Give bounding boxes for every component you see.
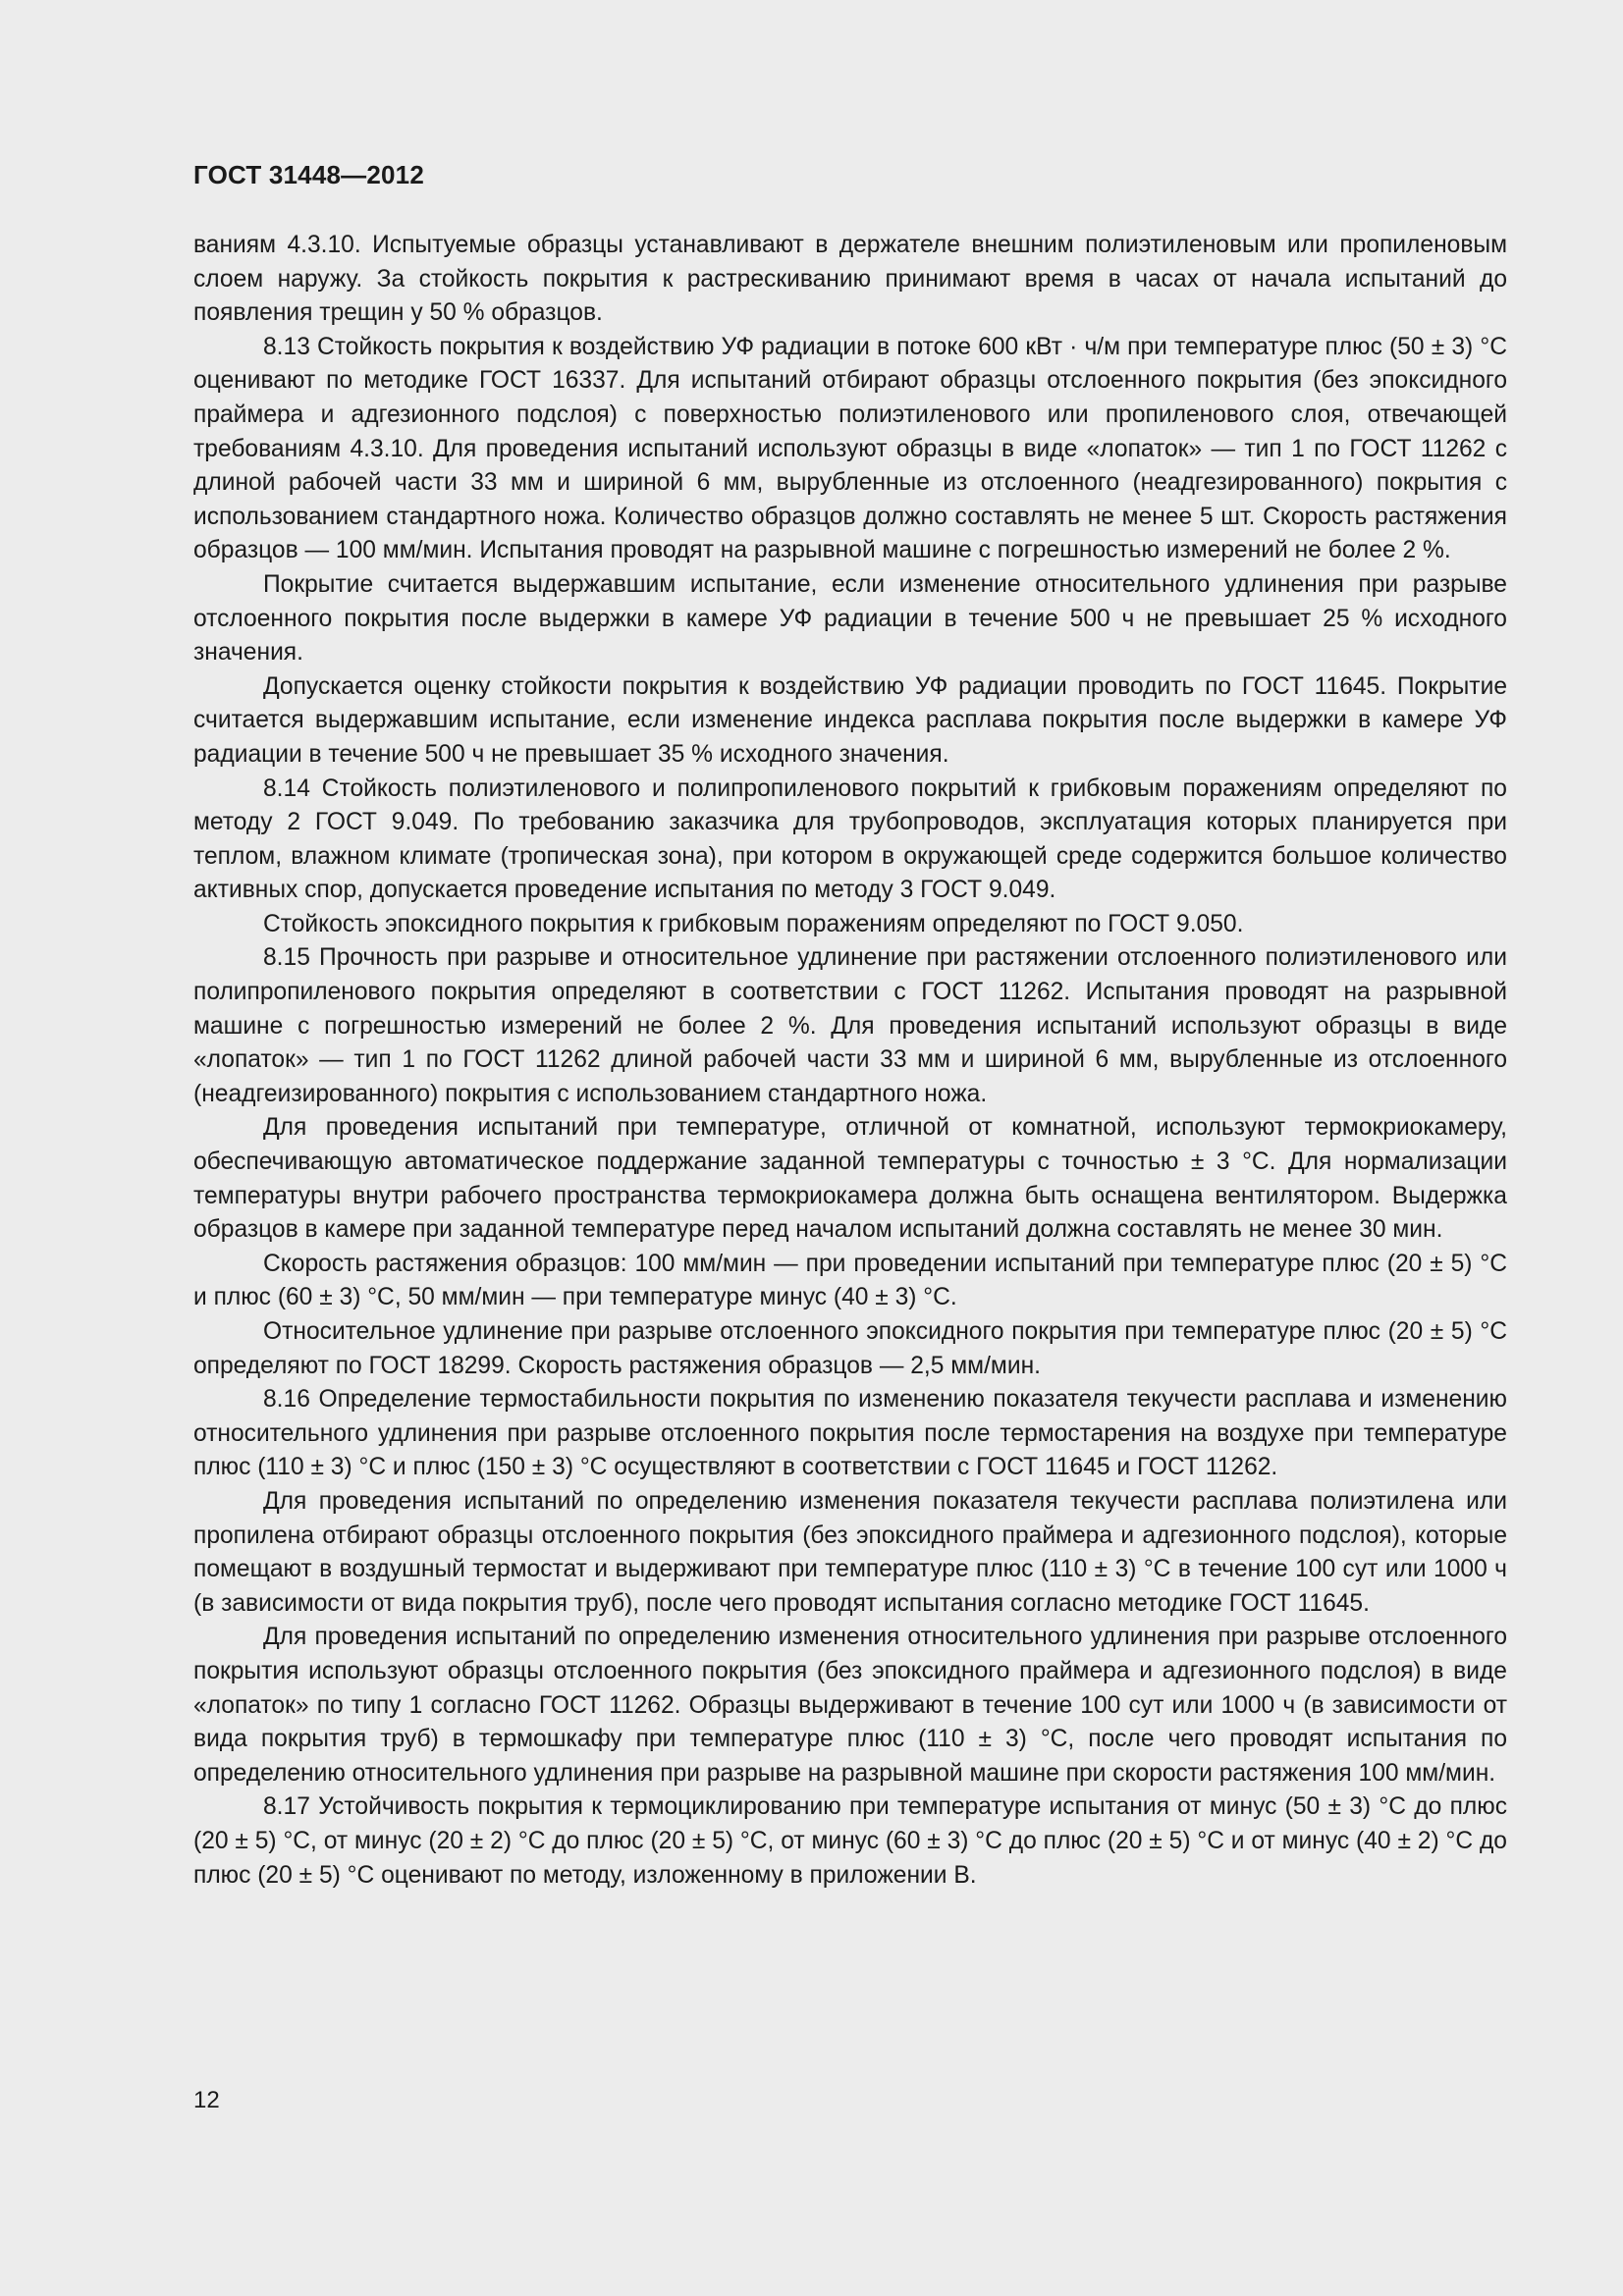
paragraph-8-17: 8.17 Устойчивость покрытия к термоциклированию при температуре испытания от минус (50 ± 3) °С до плюс (20 ± 5) °С, от минус (20 ± 2) °С до плюс (20 ± 5) °С, от минус (60 ± 3) °С до плюс (20 ± 5) °С и от минус (40 ± 2) °С до плюс (20 ± 5) °С оценивают по методу, изложенному в приложении В. — [193, 1793, 1507, 1889]
paragraph-8-13: 8.13 Стойкость покрытия к воздействию УФ радиации в потоке 600 кВт · ч/м при температуре плюс (50 ± 3) °С оценивают по методике ГОСТ 16337. Для испытаний отбирают образцы отслоенного покрытия (без эпоксидного праймера и адгезионного подслоя) с поверхностью полиэтиленового или пропиленового слоя, отвечающей требованиям 4.3.10. Для проведения испытаний используют образцы в виде «лопаток» — тип 1 по ГОСТ 11262 с длиной рабочей части 33 мм и шириной 6 мм, вырубленные из отслоенного (неадгезированного) покрытия с использованием стандартного ножа. Количество образцов должно составлять не менее 5 шт. Скорость растяжения образцов — 100 мм/мин. Испытания проводят на разрывной машине с погрешностью измерений не более 2 %. — [193, 333, 1507, 564]
paragraph-8-16: 8.16 Определение термостабильности покрытия по изменению показателя текучести расплава и изменению относительного удлинения при разрыве отслоенного покрытия после термостарения на воздухе при температуре плюс (110 ± 3) °С и плюс (150 ± 3) °С осуществляют в соответствии с ГОСТ 11645 и ГОСТ 11262. — [193, 1386, 1507, 1481]
document-header: ГОСТ 31448—2012 — [193, 160, 424, 189]
document-body — [193, 229, 1507, 1893]
paragraph-8-15-epoxy-elongation: Относительное удлинение при разрыве отслоенного эпоксидного покрытия при температуре плюс (20 ± 5) °С определяют по ГОСТ 18299. Скорость растяжения образцов — 2,5 мм/мин. — [193, 1318, 1507, 1379]
paragraph-8-14-epoxy: Стойкость эпоксидного покрытия к грибковым поражениям определяют по ГОСТ 9.050. — [263, 910, 1244, 937]
page-number: 12 — [193, 2087, 220, 2113]
paragraph-8-15: 8.15 Прочность при разрыве и относительное удлинение при растяжении отслоенного полиэтиленового или полипропиленового покрытия определяют в соответствии с ГОСТ 11262. Испытания проводят на разрывной машине с погрешностью измерений не более 2 %. Для проведения испытаний используют образцы в виде «лопаток» — тип 1 по ГОСТ 11262 длиной рабочей части 33 мм и шириной 6 мм, вырубленные из отслоенного (неадгеизированного) покрытия с использованием стандартного ножа. — [193, 944, 1507, 1107]
paragraph-8-16-melt-index: Для проведения испытаний по определению изменения показателя текучести расплава полиэтилена или пропилена отбирают образцы отслоенного покрытия (без эпоксидного праймера и адгезионного подслоя), которые помещают в воздушный термостат и выдерживают при температуре плюс (110 ± 3) °С в течение 100 сут или 1000 ч (в зависимости от вида покрытия труб), после чего проводят испытания согласно методике ГОСТ 11645. — [193, 1487, 1507, 1617]
paragraph-8-13-alternative: Допускается оценку стойкости покрытия к воздействию УФ радиации проводить по ГОСТ 11645. Покрытие считается выдержавшим испытание, если изменение индекса расплава покрытия после выдержки в камере УФ радиации в течение 500 ч не превышает 35 % исходного значения. — [193, 672, 1507, 768]
paragraph-8-13-criterion: Покрытие считается выдержавшим испытание, если изменение относительного удлинения при разрыве отслоенного покрытия после выдержки в камере УФ радиации в течение 500 ч не превышает 25 % исходного значения. — [193, 570, 1507, 667]
paragraph-continuation: ваниям 4.3.10. Испытуемые образцы устанавливают в держателе внешним полиэтиленовым или пропиленовым слоем наружу. За стойкость покрытия к растрескиванию принимают время в часах от начала испытаний до появления трещин у 50 % образцов. — [193, 232, 1507, 327]
paragraph-8-16-elongation: Для проведения испытаний по определению изменения относительного удлинения при разрыве отслоенного покрытия используют образцы отслоенного покрытия (без эпоксидного праймера и адгезионного подслоя) в виде «лопаток» по типу 1 согласно ГОСТ 11262. Образцы выдерживают в течение 100 сут или 1000 ч (в зависимости от вида покрытия труб) в термошкафу при температуре плюс (110 ± 3) °С, после чего проводят испытания по определению относительного удлинения при разрыве на разрывной машине при скорости растяжения 100 мм/мин. — [193, 1624, 1507, 1787]
paragraph-8-15-speed: Скорость растяжения образцов: 100 мм/мин — при проведении испытаний при температуре плюс (20 ± 5) °С и плюс (60 ± 3) °С, 50 мм/мин — при температуре минус (40 ± 3) °С. — [193, 1250, 1507, 1311]
paragraph-8-14: 8.14 Стойкость полиэтиленового и полипропиленового покрытий к грибковым поражениям определяют по методу 2 ГОСТ 9.049. По требованию заказчика для трубопроводов, эксплуатация которых планируется при теплом, влажном климате (тропическая зона), при котором в окружающей среде содержится большое количество активных спор, допускается проведение испытания по методу 3 ГОСТ 9.049. — [193, 774, 1507, 904]
paragraph-8-15-chamber: Для проведения испытаний при температуре, отличной от комнатной, используют термокриокамеру, обеспечивающую автоматическое поддержание заданной температуры с точностью ± 3 °С. Для нормализации температуры внутри рабочего пространства термокриокамера должна быть оснащена вентилятором. Выдержка образцов в камере при заданной температуре перед началом испытаний должна составлять не менее 30 мин. — [193, 1114, 1507, 1244]
